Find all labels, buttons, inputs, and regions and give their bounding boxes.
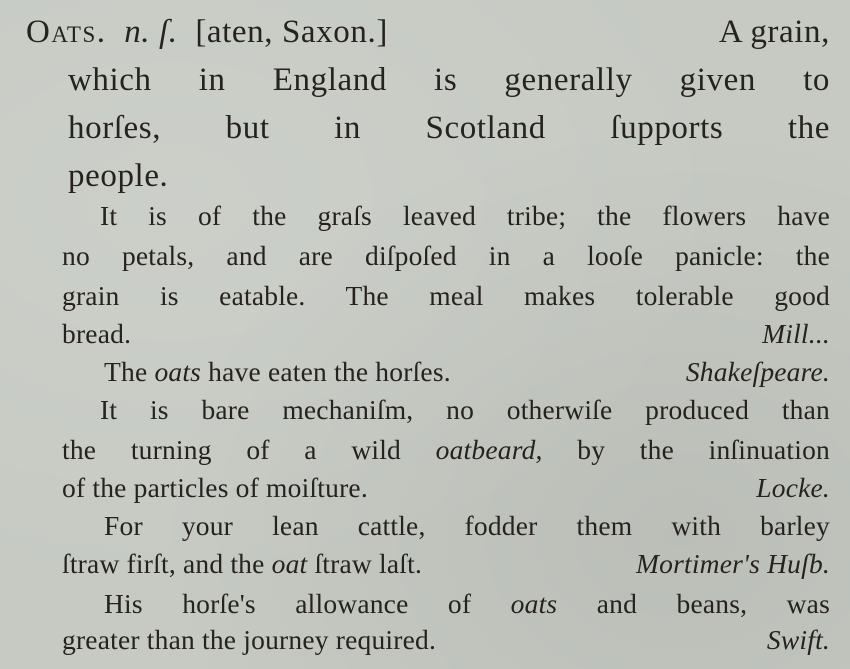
quote-4-source: Mortimer's Huſb. (636, 548, 830, 579)
headword: Oats. (26, 14, 107, 50)
quote-5-italic: oats (510, 588, 558, 619)
quote-4-line-1 (104, 510, 830, 542)
quote-3-line-2 (62, 434, 830, 466)
definition-line-2 (68, 62, 830, 99)
quote-1-text-3: grain is eatable. The meal makes tolerable good (62, 280, 830, 311)
quote-1-text-2: no petals, and are diſpoſed in a looſe panicle: the (62, 240, 830, 271)
quote-4-text-1: For your lean cattle, fodder them with barley (104, 510, 830, 541)
quote-3-text-1: It is bare mechaniſm, no otherwiſe produced than (100, 394, 830, 425)
entry-heading-line (26, 14, 830, 51)
quote-3-line-3 (62, 472, 830, 504)
entry-heading-left (26, 14, 388, 51)
quote-4-line-2 (62, 548, 830, 580)
quote-5-pre: His horſe's allowance of (104, 588, 511, 619)
quote-1-line-2 (62, 240, 830, 272)
etymology: [aten, Saxon.] (195, 14, 388, 50)
definition-line-4-text: people. (68, 158, 169, 194)
quote-1-line-3 (62, 280, 830, 312)
quote-4-post: ſtraw laſt. (307, 548, 423, 579)
part-of-speech: n. ſ. (124, 14, 178, 50)
definition-line-2-text: which in England is generally given to (68, 62, 830, 98)
definition-line-3 (68, 110, 830, 147)
quote-2-line (104, 356, 830, 388)
quote-3-text-3: of the particles of moiſture. (62, 472, 368, 503)
quote-2-text (104, 356, 451, 388)
quote-3-line-1 (100, 394, 830, 426)
quote-1-source: Mill... (762, 318, 830, 349)
quote-2-source: Shakeſpeare. (685, 356, 830, 387)
quote-3-text-2 (62, 434, 830, 466)
quote-5-source: Swift. (766, 624, 830, 655)
quote-1-text-4: bread. (62, 318, 132, 349)
quote-2-italic: oats (154, 356, 202, 387)
quote-5-text-2: greater than the journey required. (62, 624, 437, 655)
quote-5-line-2 (62, 624, 830, 656)
definition-line-3-text: horſes, but in Scotland ſupports the (68, 110, 830, 146)
quote-3-mid-post: by the inſinuation (542, 434, 830, 465)
quote-1-line-1 (100, 200, 830, 232)
quote-3-mid-pre: the turning of a wild (62, 434, 436, 465)
quote-4-pre: ſtraw firſt, and the (62, 548, 272, 579)
quote-1-text-1: It is of the graſs leaved tribe; the flowers have (100, 200, 830, 231)
quote-5-line-1 (104, 588, 830, 620)
definition-line-4 (68, 158, 830, 195)
quote-4-italic: oat (271, 548, 308, 579)
quote-1-line-4 (62, 318, 830, 350)
quote-3-source: Locke. (756, 472, 830, 503)
quote-2-post: have eaten the horſes. (201, 356, 451, 387)
quote-5-post: and beans, was (557, 588, 830, 619)
quote-5-text-1 (104, 588, 830, 620)
quote-2-pre: The (104, 356, 155, 387)
definition-line-1: A grain, (718, 14, 830, 50)
quote-3-mid-italic: oatbeard, (435, 434, 543, 465)
quote-4-text-2 (62, 548, 422, 580)
